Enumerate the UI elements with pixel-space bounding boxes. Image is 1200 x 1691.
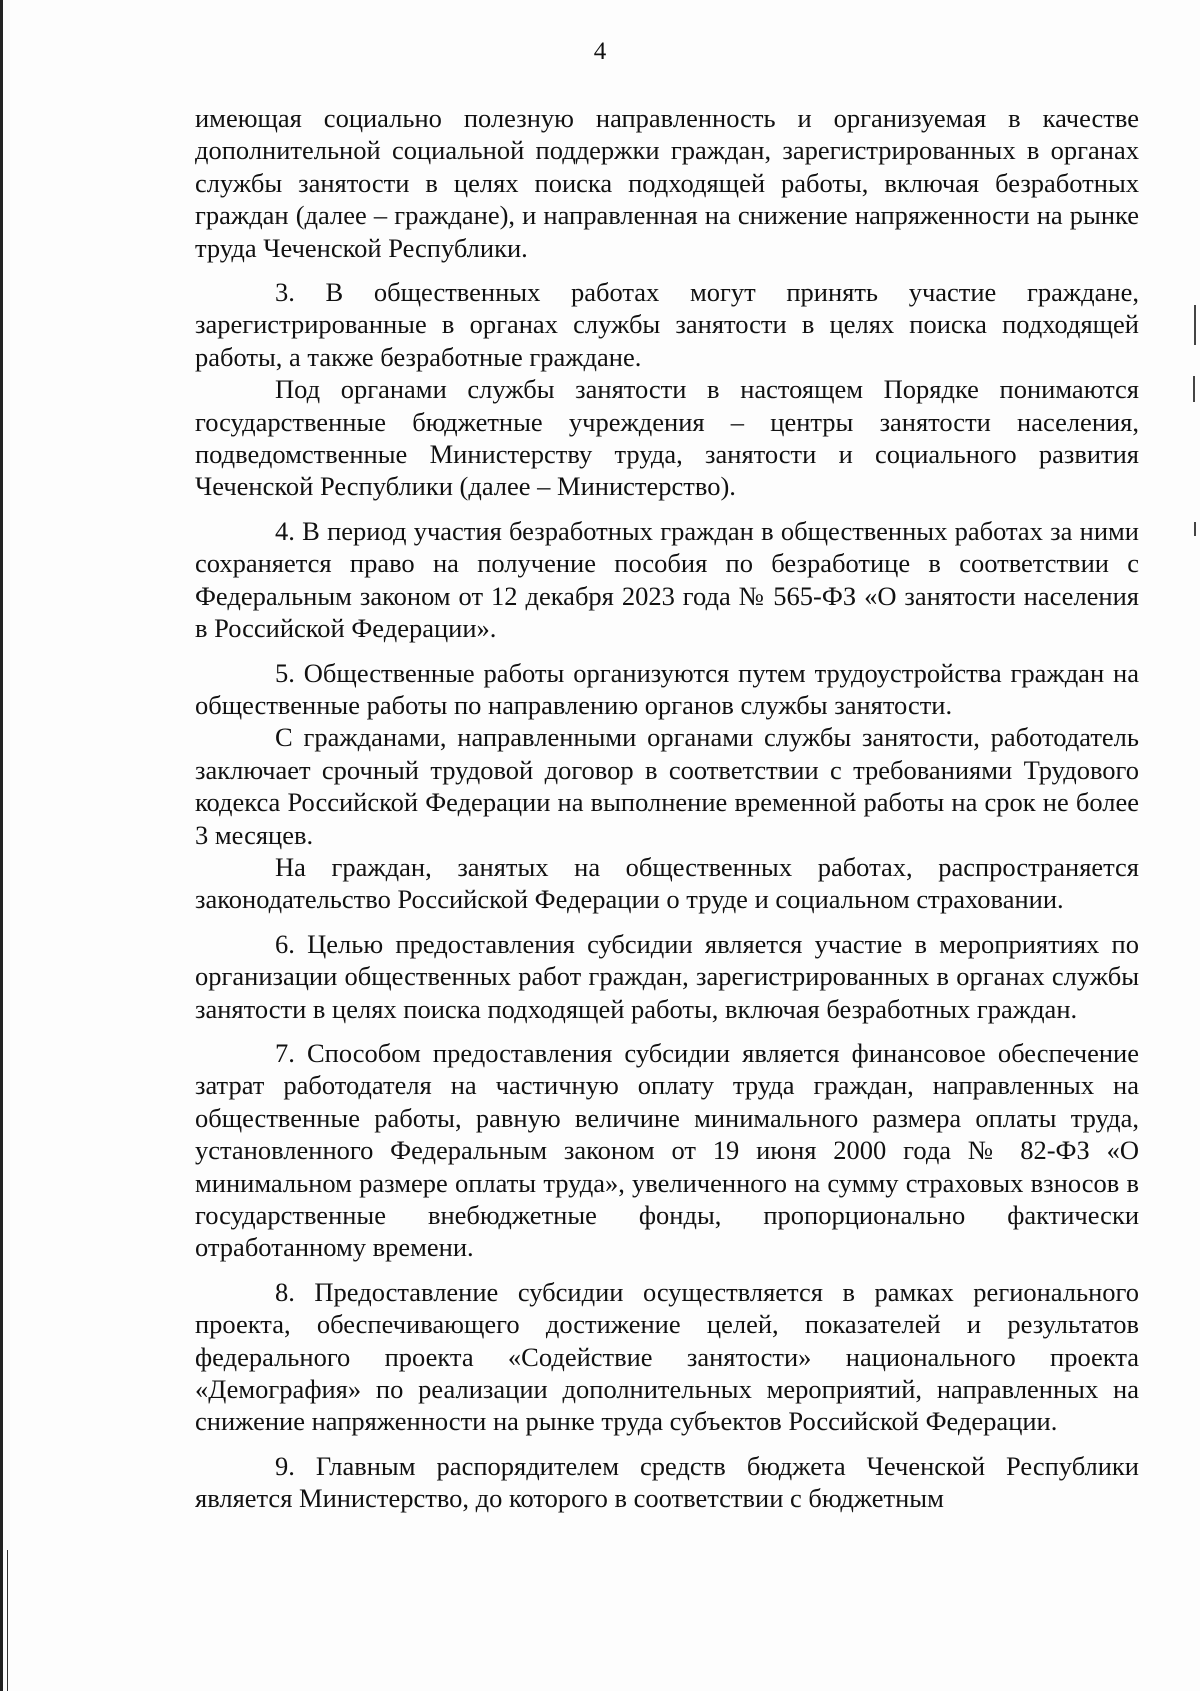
scan-edge	[7, 1550, 8, 1691]
paragraph-continuation: имеющая социально полезную направленность и организуемая в качестве дополнительной социальной поддержки граждан, зарегистрированных в органах службы занятости в целях поиска подходящей работы, включая безработных граждан (далее – граждане), и направленная на снижение напряженности на рынке труда Чеченской Республики.	[195, 103, 1139, 263]
paragraph-item-9: 9. Главным распорядителем средств бюджета Чеченской Республики является Министерство, до которого в соответствии с бюджетным	[195, 1450, 1139, 1514]
paragraph-item-8: 8. Предоставление субсидии осуществляется в рамках регионального проекта, обеспечивающего достижение целей, показателей и результатов федерального проекта «Содействие занятости» национального проекта «Демография» по реализации дополнительных мероприятий, направленных на снижение напряженности на рынке труда субъектов Российской Федерации.	[195, 1276, 1139, 1437]
page-number: 4	[593, 38, 607, 65]
paragraph-item-7: 7. Способом предоставления субсидии является финансовое обеспечение затрат работодателя на частичную оплату труда граждан, направленных на общественные работы, равную величине минимального размера оплаты труда, установленного Федеральным законом от 19 июня 2000 года № 82-ФЗ «О минимальном размере оплаты труда», увеличенного на сумму страховых взносов в государственные внебюджетные фонды, пропорционально фактически отработанному времени.	[195, 1037, 1139, 1263]
scan-mark	[1193, 376, 1195, 402]
paragraph-item-4: 4. В период участия безработных граждан в общественных работах за ними сохраняется право на получение пособия по безработице в соответствии с Федеральным законом от 12 декабря 2023 года № 565-ФЗ «О занятости населения в Российской Федерации».	[195, 515, 1139, 644]
scan-mark	[1194, 522, 1196, 536]
scan-edge	[0, 0, 3, 1691]
paragraph-employment-agencies: Под органами службы занятости в настоящем Порядке понимаются государственные бюджетные учреждения – центры занятости населения, подведомственные Министерству труда, занятости и социального развития Чеченской Республики (далее – Министерство).	[195, 374, 1139, 502]
paragraph-labor-legislation: На граждан, занятых на общественных работах, распространяется законодательство Российской Федерации о труде и социальном страховании.	[195, 851, 1139, 915]
paragraph-employment-contract: С гражданами, направленными органами службы занятости, работодатель заключает срочный трудовой договор в соответствии с требованиями Трудового кодекса Российской Федерации на выполнение временной работы на срок не более 3 месяцев.	[195, 722, 1139, 850]
document-body	[195, 102, 1139, 1515]
paragraph-item-5: 5. Общественные работы организуются путем трудоустройства граждан на общественные работы по направлению органов службы занятости.	[195, 657, 1139, 720]
paragraph-item-6: 6. Целью предоставления субсидии является участие в мероприятиях по организации общественных работ граждан, зарегистрированных в органах службы занятости в целях поиска подходящей работы, включая безработных граждан.	[195, 928, 1139, 1024]
paragraph-item-3: 3. В общественных работах могут принять участие граждане, зарегистрированные в органах службы занятости в целях поиска подходящей работы, а также безработные граждане.	[195, 277, 1139, 372]
scan-mark	[1194, 305, 1196, 345]
